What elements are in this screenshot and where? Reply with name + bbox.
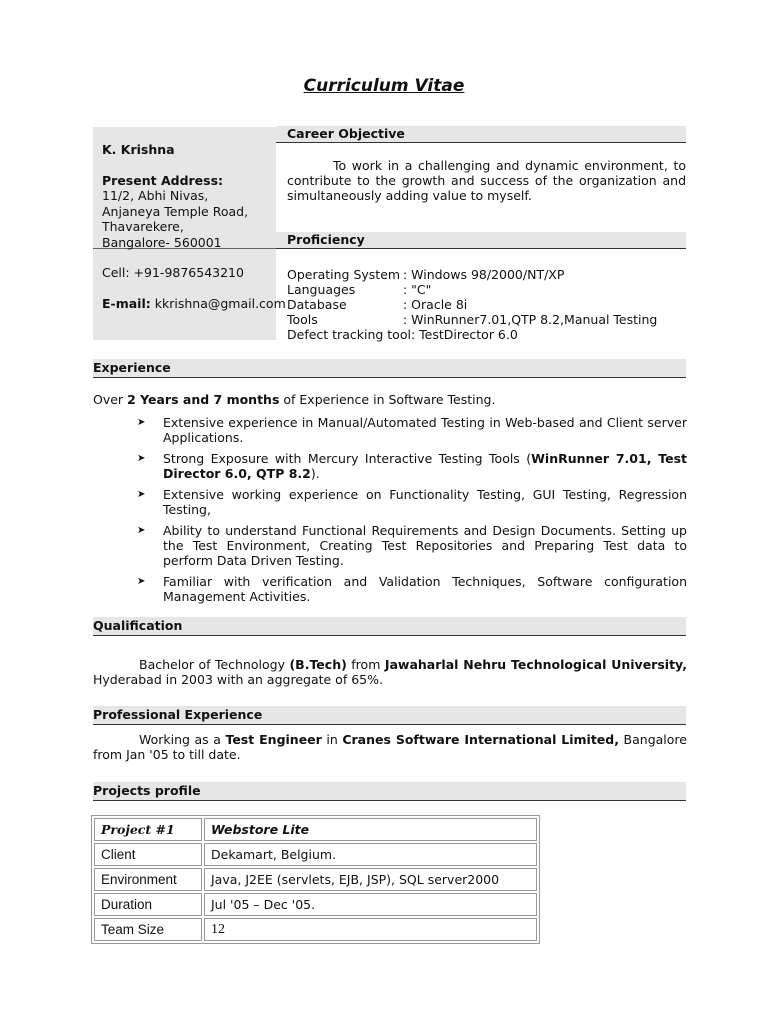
table-row: Environment Java, J2EE (servlets, EJB, JSP), SQL server2000	[94, 868, 537, 891]
experience-heading: Experience	[93, 359, 686, 378]
experience-bullets	[137, 415, 687, 610]
professional-experience-heading: Professional Experience	[93, 706, 686, 725]
email-address: kkrishna@gmail.com	[154, 295, 286, 311]
projects-profile-heading: Projects profile	[93, 782, 686, 801]
address-line: 11/2, Abhi Nivas,	[102, 188, 209, 203]
candidate-name: K. Krishna	[102, 142, 175, 157]
career-objective-text: To work in a challenging and dynamic environment, to contribute to the growth and success of the organization and simultaneously adding value to myself.	[287, 158, 686, 203]
proficiency-row: Tools : WinRunner7.01,QTP 8.2,Manual Testing	[287, 312, 658, 327]
table-row: Project #1 Webstore Lite	[94, 818, 537, 841]
document-title: Curriculum Vitae	[303, 76, 465, 96]
list-item: ➤ Ability to understand Functional Requirements and Design Documents. Setting up the Test Environment, Creating Test Repositories and Preparing Test data to perform Data Driven Testing.	[137, 523, 687, 568]
professional-experience-text: Working as a Test Engineer in Cranes Software International Limited, Bangalore from Jan '05 to till date.	[93, 732, 687, 762]
proficiency-row: Database : Oracle 8i	[287, 297, 468, 312]
address-line: Bangalore- 560001	[102, 234, 222, 250]
email-label: E-mail:	[102, 295, 151, 311]
table-row: Duration Jul '05 – Dec '05.	[94, 893, 537, 916]
qualification-heading: Qualification	[93, 617, 686, 636]
list-item: ➤ Extensive working experience on Functionality Testing, GUI Testing, Regression Testing,	[137, 487, 687, 517]
cell-number: Cell: +91-9876543210	[102, 265, 244, 280]
career-objective-heading: Career Objective	[276, 126, 686, 143]
address-line: Anjaneya Temple Road,	[102, 203, 249, 219]
list-item: ➤ Familiar with verification and Validation Techniques, Software configuration Management Activities.	[137, 574, 687, 604]
qualification-text: Bachelor of Technology (B.Tech) from Jawaharlal Nehru Technological University, Hyderabad in 2003 with an aggregate of 65%.	[93, 657, 687, 687]
table-row: Client Dekamart, Belgium.	[94, 843, 537, 866]
proficiency-row: Languages : "C"	[287, 282, 432, 297]
experience-summary: Over 2 Years and 7 months of Experience in Software Testing.	[93, 392, 496, 407]
list-item: ➤ Strong Exposure with Mercury Interactive Testing Tools (WinRunner 7.01, Test Director 6.0, QTP 8.2).	[137, 451, 687, 481]
list-item: ➤ Extensive experience in Manual/Automated Testing in Web-based and Client server Applications.	[137, 415, 687, 445]
proficiency-list	[287, 267, 687, 342]
proficiency-heading: Proficiency	[276, 232, 686, 249]
address-label: Present Address:	[102, 172, 224, 188]
table-row: Team Size 12	[94, 918, 537, 941]
defect-tracking-tool: Defect tracking tool: TestDirector 6.0	[287, 327, 518, 342]
project-table	[91, 815, 540, 944]
proficiency-row: Operating System : Windows 98/2000/NT/XP	[287, 267, 565, 282]
address-line: Thavarekere,	[102, 219, 184, 234]
